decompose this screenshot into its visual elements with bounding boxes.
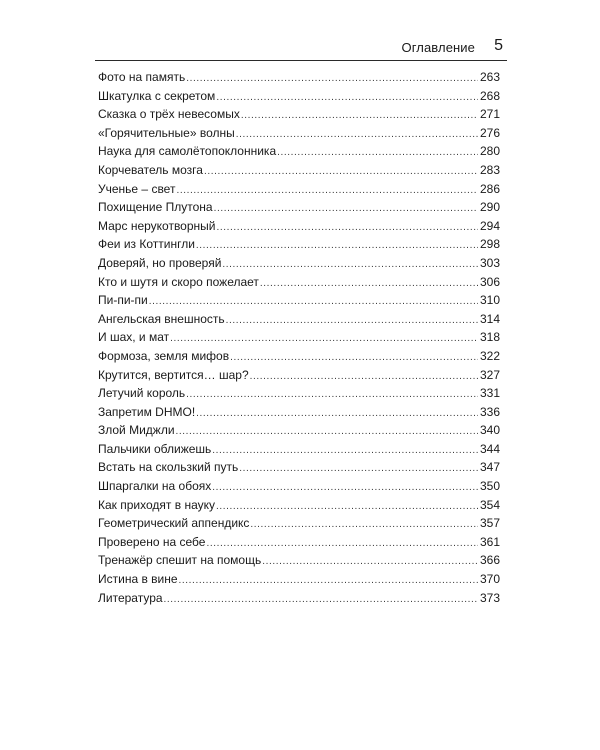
toc-entry-title: Доверяй, но проверяй — [98, 255, 222, 270]
toc-entry-page: 361 — [479, 534, 500, 549]
header-divider — [95, 60, 507, 61]
toc-entry-title: Злой Миджли — [98, 423, 175, 438]
toc-entry-title: Запретим DHMO! — [98, 404, 196, 419]
toc-entry-title: Кто и шутя и скоро пожелает — [98, 274, 259, 289]
toc-entry-page: 280 — [479, 144, 500, 159]
toc-entry-page: 286 — [479, 181, 500, 196]
toc-entry — [98, 273, 500, 292]
toc-entry-title: Истина в вине — [98, 572, 178, 587]
toc-entry-page: 290 — [479, 200, 500, 215]
toc-entry — [98, 254, 500, 273]
toc-entry — [98, 124, 500, 143]
toc-entry-title: Формоза, земля мифов — [98, 348, 230, 363]
toc-entry-page: 350 — [479, 479, 500, 494]
toc-dot-leader — [260, 275, 478, 294]
toc-entry-title: Шпаргалки на обоях — [98, 479, 212, 494]
toc-entry-title: Пи-пи-пи — [98, 293, 148, 308]
toc-entry-page: 318 — [479, 330, 500, 345]
toc-entry — [98, 589, 500, 608]
toc-entry-page: 336 — [479, 404, 500, 419]
toc-entry-title: Ученье – свет — [98, 181, 176, 196]
toc-entry-page: 344 — [479, 441, 500, 456]
toc-dot-leader — [212, 442, 478, 461]
toc-entry — [98, 105, 500, 124]
toc-dot-leader — [250, 368, 478, 387]
toc-entry-title: Феи из Коттингли — [98, 237, 195, 252]
toc-entry-title: Наука для самолётопоклонника — [98, 144, 277, 159]
toc-entry-title: Как приходят в науку — [98, 497, 215, 512]
toc-dot-leader — [222, 256, 478, 275]
toc-entry — [98, 440, 500, 459]
toc-entry-page: 294 — [479, 218, 500, 233]
page-number: 5 — [494, 37, 503, 54]
toc-entry-page: 347 — [479, 460, 500, 475]
toc-entry — [98, 310, 500, 329]
toc-entry-title: Марс нерукотворный — [98, 218, 216, 233]
running-header-title: Оглавление — [401, 40, 475, 55]
toc-entry-page: 303 — [479, 255, 500, 270]
toc-entry — [98, 570, 500, 589]
table-of-contents — [98, 68, 500, 607]
toc-entry — [98, 384, 500, 403]
toc-dot-leader — [239, 460, 478, 479]
toc-entry-page: 340 — [479, 423, 500, 438]
toc-dot-leader — [204, 163, 478, 182]
toc-dot-leader — [250, 516, 478, 535]
toc-entry — [98, 68, 500, 87]
toc-entry — [98, 161, 500, 180]
toc-dot-leader — [212, 479, 478, 498]
toc-dot-leader — [196, 405, 478, 424]
toc-entry-page: 327 — [479, 367, 500, 382]
toc-dot-leader — [179, 572, 478, 591]
toc-dot-leader — [216, 89, 478, 108]
toc-entry-page: 276 — [479, 125, 500, 140]
toc-entry — [98, 235, 500, 254]
toc-dot-leader — [176, 423, 478, 442]
toc-entry — [98, 421, 500, 440]
toc-entry — [98, 291, 500, 310]
toc-dot-leader — [277, 144, 478, 163]
toc-entry — [98, 328, 500, 347]
toc-dot-leader — [186, 386, 478, 405]
toc-entry-title: Встать на скользкий путь — [98, 460, 239, 475]
toc-dot-leader — [196, 237, 478, 256]
toc-dot-leader — [176, 182, 478, 201]
toc-entry-page: 373 — [479, 590, 500, 605]
toc-dot-leader — [164, 591, 478, 610]
toc-entry-title: Геометрический аппендикс — [98, 516, 250, 531]
toc-entry-page: 298 — [479, 237, 500, 252]
toc-entry-title: Проверено на себе — [98, 534, 206, 549]
toc-entry — [98, 142, 500, 161]
toc-entry — [98, 180, 500, 199]
toc-entry-page: 354 — [479, 497, 500, 512]
toc-entry — [98, 347, 500, 366]
toc-entry — [98, 217, 500, 236]
toc-dot-leader — [217, 219, 478, 238]
running-header — [95, 36, 505, 60]
toc-entry-page: 366 — [479, 553, 500, 568]
toc-entry — [98, 403, 500, 422]
toc-entry — [98, 533, 500, 552]
toc-dot-leader — [241, 107, 478, 126]
toc-entry-page: 268 — [479, 88, 500, 103]
toc-entry — [98, 458, 500, 477]
toc-entry-title: Корчеватель мозга — [98, 162, 203, 177]
toc-entry-title: Тренажёр спешит на помощь — [98, 553, 262, 568]
toc-entry — [98, 198, 500, 217]
toc-dot-leader — [230, 349, 478, 368]
toc-entry-page: 263 — [479, 70, 500, 84]
toc-entry — [98, 551, 500, 570]
toc-entry-page: 283 — [479, 162, 500, 177]
toc-dot-leader — [214, 200, 478, 219]
toc-entry-title: И шах, и мат — [98, 330, 170, 345]
toc-dot-leader — [216, 498, 478, 517]
toc-entry — [98, 496, 500, 515]
toc-entry-page: 331 — [479, 386, 500, 401]
toc-entry-page: 310 — [479, 293, 500, 308]
toc-entry-page: 357 — [479, 516, 500, 531]
toc-entry-title: Крутится, вертится… шар? — [98, 367, 249, 382]
toc-entry — [98, 366, 500, 385]
toc-entry-title: Фото на память — [98, 70, 186, 84]
toc-entry-title: «Горячительные» волны — [98, 125, 235, 140]
toc-entry — [98, 87, 500, 106]
toc-entry-page: 322 — [479, 348, 500, 363]
toc-entry-title: Пальчики оближешь — [98, 441, 212, 456]
toc-entry-page: 314 — [479, 311, 500, 326]
toc-entry-title: Летучий король — [98, 386, 186, 401]
toc-entry-page: 306 — [479, 274, 500, 289]
toc-entry-title: Шкатулка с секретом — [98, 88, 216, 103]
toc-dot-leader — [186, 70, 478, 89]
toc-entry-title: Сказка о трёх невесомых — [98, 107, 240, 122]
toc-entry-title: Литература — [98, 590, 163, 605]
toc-entry-title: Похищение Плутона — [98, 200, 213, 215]
toc-entry-title: Ангельская внешность — [98, 311, 225, 326]
toc-entry-page: 271 — [479, 107, 500, 122]
toc-entry-page: 370 — [479, 572, 500, 587]
toc-entry — [98, 477, 500, 496]
toc-dot-leader — [226, 312, 478, 331]
toc-entry — [98, 514, 500, 533]
toc-dot-leader — [262, 553, 478, 572]
